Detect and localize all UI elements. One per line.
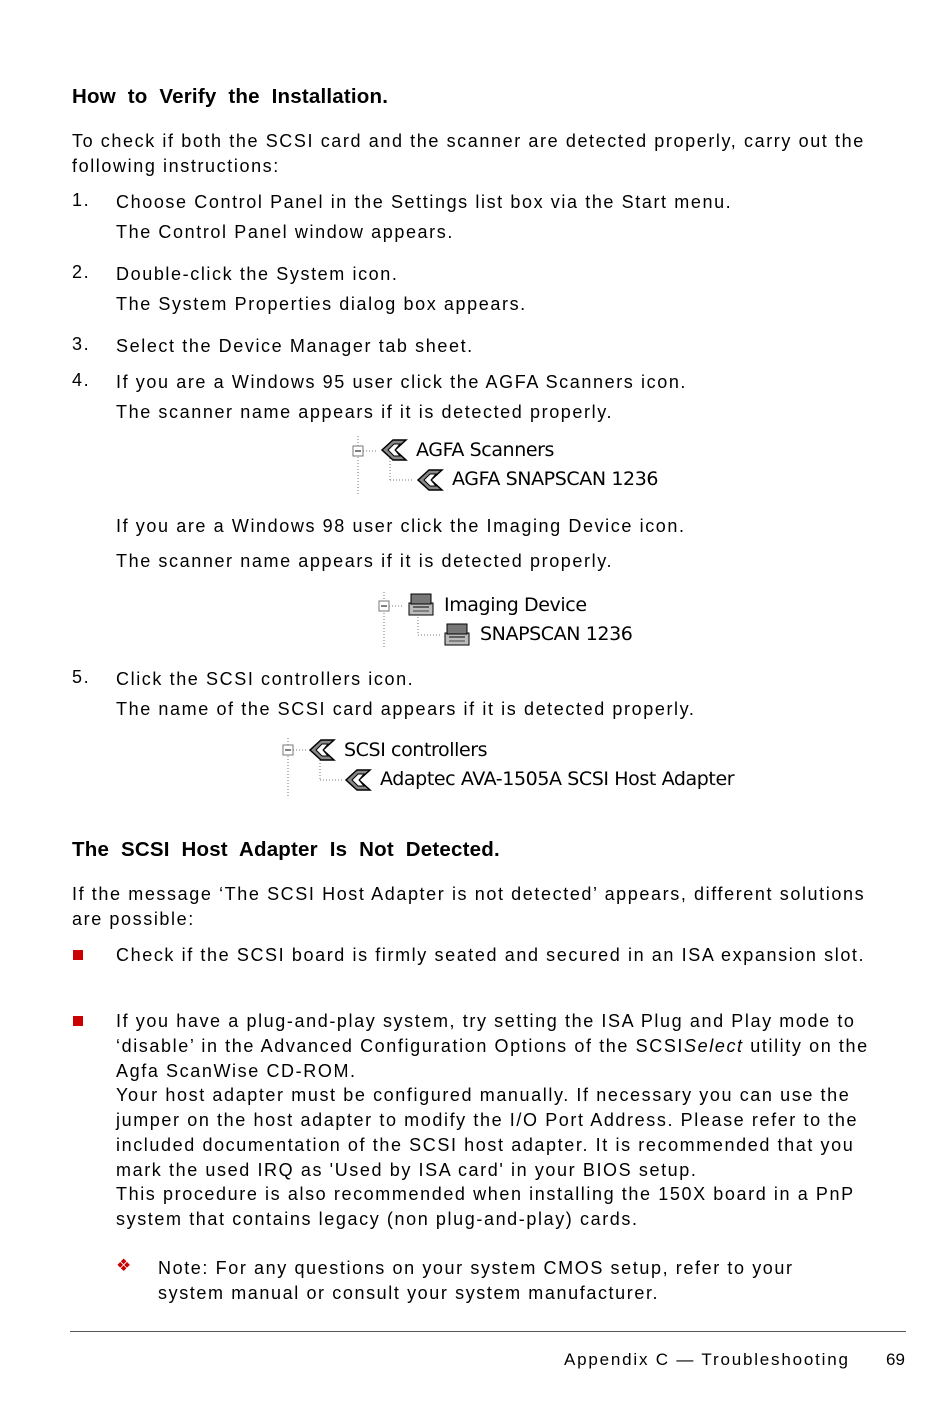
bullet-paragraph: Your host adapter must be configured manually. If necessary you can use the jumper on the host adapter to modify the I/O Port Address. Please refer to the included documentation of the SCSI host adapter. It is recommended that you mark the used IRQ as 'Used by ISA card' in your BIOS setup. — [116, 1085, 859, 1180]
win98-instruction: If you are a Windows 98 user click the Imaging Device icon. — [116, 516, 686, 536]
scsi-device-icon — [378, 437, 410, 463]
section-heading-verify: How to Verify the Installation. — [72, 85, 389, 108]
step-number: 5. — [72, 667, 91, 687]
step-text: Select the Device Manager tab sheet. — [116, 336, 474, 356]
scsi-controller-icon — [342, 767, 374, 793]
bullet-text-part: If you have a plug-and-play system, try setting the ISA Plug and Play mode to ‘disable’ in the Advanced Configuration Options of the SCSI — [116, 1011, 856, 1056]
step-text: Double-click the System icon. — [116, 264, 399, 284]
bullet-paragraph: This procedure is also recommended when installing the 150X board in a PnP system that contains legacy (non plug-and-play) cards. — [116, 1184, 855, 1229]
scanner-icon — [406, 591, 436, 619]
step-result: The Control Panel window appears. — [116, 222, 454, 242]
step-result: The System Properties dialog box appears. — [116, 294, 527, 314]
footer-section: Appendix C — Troubleshooting — [564, 1350, 850, 1369]
tree-parent-label: AGFA Scanners — [416, 439, 555, 461]
section-heading-not-detected: The SCSI Host Adapter Is Not Detected. — [72, 838, 500, 861]
step-number: 3. — [72, 334, 91, 354]
note-text: Note: For any questions on your system CMOS setup, refer to your system manual or consult your system manufacturer. — [158, 1258, 794, 1303]
step-number: 4. — [72, 370, 91, 390]
step-text: If you are a Windows 95 user click the AGFA Scanners icon. — [116, 372, 688, 392]
bullet-text: Check if the SCSI board is firmly seated and secured in an ISA expansion slot. — [116, 945, 866, 965]
tree-child-label: SNAPSCAN 1236 — [480, 623, 633, 645]
step-result: The name of the SCSI card appears if it is detected properly. — [116, 699, 696, 719]
bullet-square-icon — [73, 1016, 83, 1026]
device-tree-scsi — [280, 734, 750, 798]
bullet-square-icon — [73, 950, 83, 960]
win98-result: The scanner name appears if it is detected properly. — [116, 551, 614, 571]
tree-child-label: AGFA SNAPSCAN 1236 — [452, 468, 659, 490]
tree-parent-label: Imaging Device — [444, 594, 587, 616]
bullet-text — [116, 1009, 906, 1084]
scsi-controller-icon — [306, 737, 338, 763]
intro-paragraph: To check if both the SCSI card and the scanner are detected properly, carry out the following instructions: — [72, 131, 865, 176]
scsi-device-icon — [414, 467, 446, 493]
tree-child-label: Adaptec AVA-1505A SCSI Host Adapter — [380, 768, 735, 790]
footer-rule — [70, 1331, 906, 1332]
step-result: The scanner name appears if it is detected properly. — [116, 402, 614, 422]
step-text: Click the SCSI controllers icon. — [116, 669, 415, 689]
step-text: Choose Control Panel in the Settings list box via the Start menu. — [116, 192, 733, 212]
tree-parent-label: SCSI controllers — [344, 739, 488, 761]
scanner-icon — [442, 621, 472, 649]
note-diamond-icon: ❖ — [116, 1256, 132, 1275]
step-number: 2. — [72, 262, 91, 282]
device-tree-imaging — [376, 588, 666, 652]
step-number: 1. — [72, 190, 91, 210]
device-tree-agfa — [350, 432, 690, 498]
intro-paragraph: If the message ‘The SCSI Host Adapter is not detected’ appears, different solutions are possible: — [72, 884, 866, 929]
page-number: 69 — [886, 1350, 905, 1369]
bullet-text-part: utility on the Agfa ScanWise CD-ROM. — [116, 1036, 869, 1081]
select-utility-name: Select — [684, 1036, 744, 1056]
